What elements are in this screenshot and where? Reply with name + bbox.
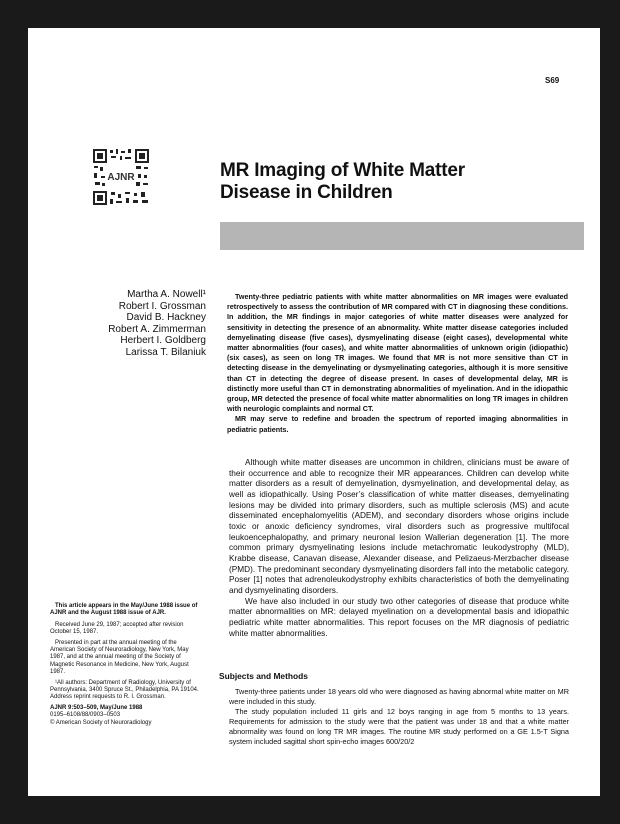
affiliation-note: ¹All authors: Department of Radiology, University of Pennsylvania, 3400 Spruce St., Philadelphia, PA 19104. Address reprint requests to R. I. Grossman.	[50, 679, 199, 701]
author-name: Robert I. Grossman	[118, 300, 206, 312]
methods-paragraph: The study population included 11 girls and 12 boys ranging in age from 5 months to 13 years. Requirements for admission to the study were that the patient was under 18 and that a white matter abnormality was found on long TR MR images. The routine MR study performed on a GE 1.5-T Signa system included sagittal short spin-echo images 600/20/2	[229, 707, 569, 746]
author-name: Robert A. Zimmerman	[108, 323, 206, 335]
page-number: S69	[545, 76, 560, 85]
abstract-paragraph: Twenty-three pediatric patients with white matter abnormalities on MR images were evaluated retrospectively to assess the contribution of MR compared with CT in diagnosing these conditions. In addition, the MR findings in major categories of white matter diseases were analyzed for sensitivity in detecting the presence of an abnormality. White matter disease categories included demyelinating disease (five cases), dysmyelinating disease (eight cases), developmental white matter abnormalities (four cases), and white matter abnormalities of unknown origin (idiopathic) (six cases), as seen on long TR images. We found that MR is not more sensitive than CT in detecting disease in the demyelinating or dysmyelinating categories, although it is more sensitive than CT in detecting the degree of disease present. In cases of developmental delay, MR is distinctly more useful than CT in demonstrating abnormalities of myelination. And in the idiopathic group, MR detected the presence of focal white matter abnormalities on long TR images in children with neurologic complaints and normal CT.	[227, 292, 568, 414]
journal-page	[28, 28, 600, 796]
copyright: © American Society of Neuroradiology	[50, 719, 152, 726]
introduction-text	[229, 458, 569, 639]
presented-note: Presented in part at the annual meeting of the American Society of Neuroradiology, New York, May 1987, and at the annual meeting of the Society of Magnetic Resonance in Medicine, New York, August 1987.	[50, 639, 189, 676]
title-banner	[220, 222, 584, 250]
body-paragraph: Although white matter diseases are uncommon in children, clinicians must be aware of their occurrence and able to recognize their MR appearances. Children can develop white matter disorders as a result of demyelination, dysmyelination, and developmental delay, as well as idiopathically. Using Poser’s classification of white matter diseases, demyelinating lesions may be divided into primary disorders, such as multiple sclerosis (MS) and acute disseminated encephalomyelitis (ADEM), and secondary disorders whose origins include toxic or anoxic deficiency syndromes, viral disorders such as progressive multifocal leukoencephalopathy, and primary neuronal lesion Wallerian degeneration [1]. The more common primary dysmyelinating lesions include metachromatic leukodystrophy (MLD), Krabbe disease, Canavan disease, Alexander disease, and Pelizaeus-Merzbacher disease (PMD). The predominant secondary dysmyelinating disorders fall into the metabolic category. Poser [1] notes that adrenoleukodystrophy exhibits characteristics of both the demyelinating and dysmyelinating disorders.	[229, 458, 569, 595]
body-paragraph: We have also included in our study two other categories of disease that produce white matter abnormalities on MR: delayed myelination on a developmental basis and idiopathic pediatric white matter abnormalities. This report focuses on the MR diagnosis of pediatric white matter abnormalities.	[229, 596, 569, 638]
section-heading: Subjects and Methods	[219, 671, 308, 681]
author-name: Herbert I. Goldberg	[120, 335, 206, 347]
abstract	[227, 292, 568, 435]
methods-paragraph: Twenty-three patients under 18 years old who were diagnosed as having abnormal white matter on MR were included in this study.	[229, 687, 569, 706]
citation: AJNR 9:503–509, May/June 1988	[50, 704, 143, 711]
article-title	[220, 160, 560, 204]
author-name: Larissa T. Bilaniuk	[125, 346, 206, 358]
author-list	[68, 289, 206, 359]
received-note: Received June 29, 1987; accepted after revision October 15, 1987.	[50, 621, 184, 636]
author-name: David B. Hackney	[126, 312, 206, 324]
title-line-2: Disease in Children	[220, 182, 393, 203]
title-line-1: MR Imaging of White Matter	[220, 160, 465, 181]
issn: 0195–6108/88/0903–0503	[50, 712, 121, 719]
appearance-note: This article appears in the May/June 1988 issue of AJNR and the August 1988 issue of AJR.	[50, 603, 198, 617]
qr-code-icon	[92, 148, 150, 206]
methods-text	[229, 687, 569, 747]
abstract-paragraph: MR may serve to redefine and broaden the spectrum of reported imaging abnormalities in pediatric patients.	[227, 414, 568, 434]
qr-label: AJNR	[107, 172, 135, 183]
sidebar-notes	[50, 603, 200, 727]
author-name: Martha A. Nowell¹	[127, 289, 206, 300]
